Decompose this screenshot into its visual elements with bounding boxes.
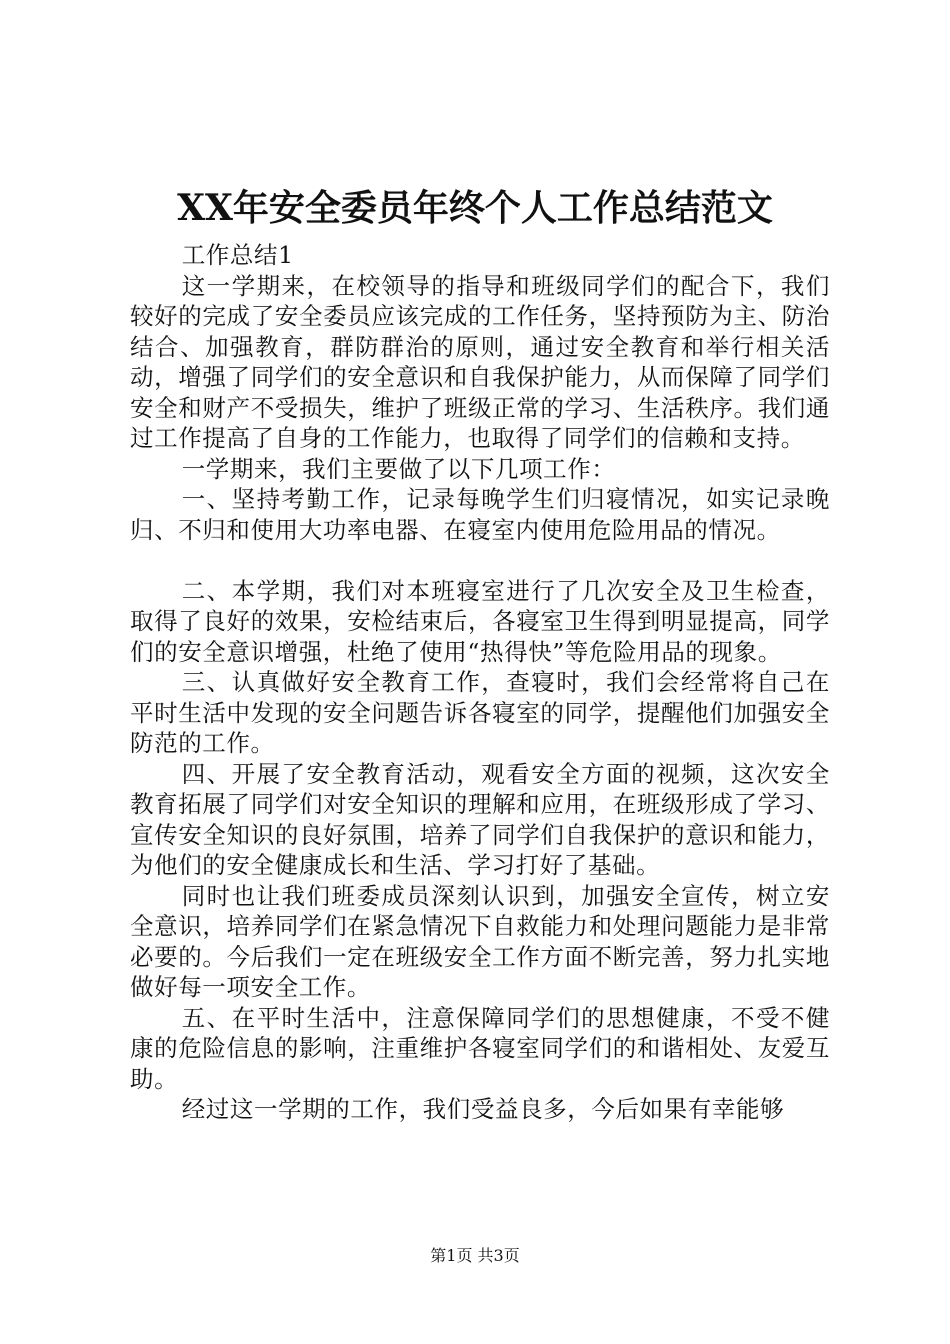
paragraph-work-list-lead: 一学期来，我们主要做了以下几项工作： xyxy=(181,454,616,483)
page-title: XX年安全委员年终个人工作总结范文 xyxy=(177,187,773,229)
paragraph-gap xyxy=(130,545,830,576)
paragraph-intro: 这一学期来，在校领导的指导和班级同学们的配合下，我们较好的完成了安全委员应该完成的工作任务，坚持预防为主、防治结合、加强教育，群防群治的原则，通过安全教育和举行相关活动，增强了同学们的安全意识和自我保护能力，从而保障了同学们安全和财产不受损失，维护了班级正常的学习、生活秩序。我们通过工作提高了自身的工作能力，也取得了同学们的信赖和支持。 xyxy=(130,271,830,452)
section-heading: 工作总结1 xyxy=(181,241,294,269)
paragraph-conclusion: 经过这一学期的工作，我们受益良多，今后如果有幸能够 xyxy=(181,1095,785,1123)
paragraph-item-1: 一、坚持考勤工作，记录每晚学生们归寝情况，如实记录晚归、不归和使用大功率电器、在寝室内使用危险用品的情况。 xyxy=(130,485,830,544)
paragraph-reflection: 同时也让我们班委成员深刻认识到，加强安全宣传，树立安全意识，培养同学们在紧急情况下自救能力和处理问题能力是非常必要的。今后我们一定在班级安全工作方面不断完善，努力扎实地做好每一项安全工作。 xyxy=(130,881,830,1001)
paragraph-item-5: 五、在平时生活中，注意保障同学们的思想健康，不受不健康的危险信息的影响，注重维护各寝室同学们的和谐相处、友爱互助。 xyxy=(130,1003,830,1093)
paragraph-item-2: 二、本学期，我们对本班寝室进行了几次安全及卫生检查，取得了良好的效果，安检结束后，各寝室卫生得到明显提高，同学们的安全意识增强，杜绝了使用“热得快”等危险用品的现象。 xyxy=(130,576,830,666)
paragraph-item-4: 四、开展了安全教育活动，观看安全方面的视频，这次安全教育拓展了同学们对安全知识的理解和应用，在班级形成了学习、宣传安全知识的良好氛围，培养了同学们自我保护的意识和能力，为他们的安全健康成长和生活、学习打好了基础。 xyxy=(130,759,830,879)
page-number-footer: 第1页 共3页 xyxy=(430,1246,520,1265)
document-body xyxy=(130,240,830,1125)
paragraph-item-3: 三、认真做好安全教育工作，查寝时，我们会经常将自己在平时生活中发现的安全问题告诉各寝室的同学，提醒他们加强安全防范的工作。 xyxy=(130,668,830,757)
